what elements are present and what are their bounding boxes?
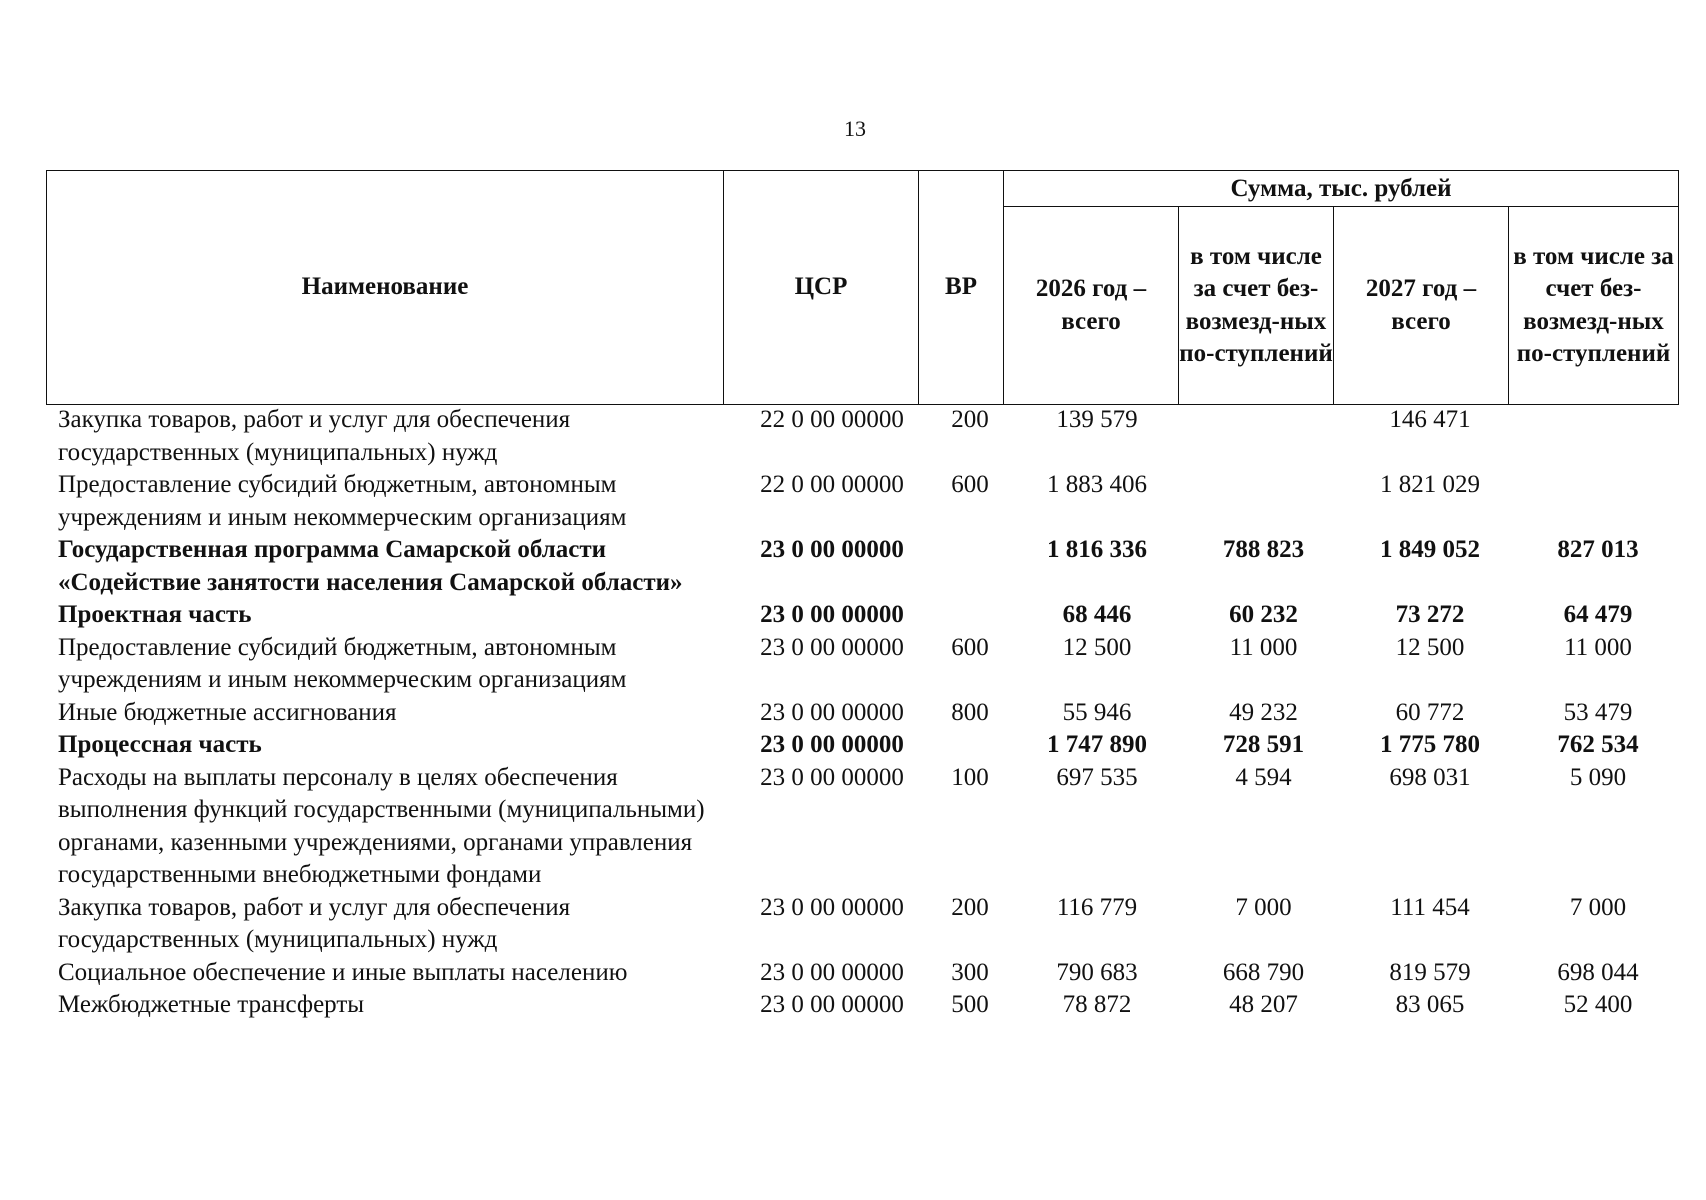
row-2026-free: 49 232 [1229,698,1298,726]
row-name: Предоставление субсидий бюджетным, автономным учреждениям и иным некоммерческим организациям [58,471,627,531]
row-vr [931,599,1009,632]
row-2027-total: 698 031 [1389,763,1471,791]
row-vr: 200 [951,406,989,433]
header-name: Наименование [47,171,724,405]
row-csr: 23 0 00 00000 [760,991,904,1018]
table-row [46,632,1678,697]
table-row [46,697,1678,730]
row-2026-total: 12 500 [1062,633,1132,661]
table-row [46,957,1678,990]
row-2027-free: 53 479 [1563,698,1633,726]
row-vr [931,729,1009,762]
row-name: Межбюджетные трансферты [58,991,365,1018]
row-csr: 23 0 00 00000 [760,698,904,726]
row-2026-free [1185,404,1342,469]
row-name: Предоставление субсидий бюджетным, автономным учреждениям и иным некоммерческим организациям [58,633,627,693]
table-row [46,729,1678,762]
row-name: Закупка товаров, работ и услуг для обеспечения государственных (муниципальных) нужд [58,893,571,953]
table-row [46,534,1678,599]
row-2026-free: 7 000 [1235,893,1292,921]
row-2027-total: 146 471 [1389,406,1471,433]
row-csr: 22 0 00 00000 [760,471,904,498]
row-2027-total: 1 849 052 [1380,536,1480,563]
header-vr: ВР [919,171,1004,405]
table-row [46,599,1678,632]
row-csr: 23 0 00 00000 [760,763,904,791]
row-2026-total: 1 883 406 [1047,471,1147,498]
row-2027-free: 827 013 [1557,536,1639,563]
table-row [46,762,1678,892]
row-2027-free: 64 479 [1563,601,1633,628]
row-2026-total: 697 535 [1056,763,1138,791]
row-2026-total: 116 779 [1056,893,1138,921]
row-vr: 200 [951,893,989,921]
row-name: Расходы на выплаты персоналу в целях обеспечения выполнения функций государственными (муниципальными) органами, казенными учреждениями, органами управления государственными внебюджетными фондами [58,763,705,888]
row-csr: 23 0 00 00000 [760,633,904,661]
table-row [46,892,1678,957]
row-name: Государственная программа Самарской области «Содействие занятости населения Самарской области» [58,536,683,596]
row-2026-free: 60 232 [1229,601,1298,628]
header-csr: ЦСР [724,171,919,405]
row-2027-total: 819 579 [1389,958,1471,986]
header-2026-total: 2026 год – всего [1004,207,1179,405]
row-csr: 23 0 00 00000 [760,601,904,628]
row-csr: 23 0 00 00000 [760,958,904,986]
row-2026-total: 78 872 [1062,991,1132,1018]
row-vr: 300 [951,958,989,986]
row-vr: 800 [951,698,989,726]
header-sum-title: Сумма, тыс. рублей [1004,171,1679,207]
row-2026-total: 790 683 [1056,958,1138,986]
row-2027-total: 1 821 029 [1380,471,1480,498]
row-2026-free: 48 207 [1229,991,1298,1018]
row-2027-free: 52 400 [1563,991,1633,1018]
row-csr: 23 0 00 00000 [760,893,904,921]
row-2027-free [1518,404,1678,469]
row-2026-total: 139 579 [1056,406,1138,433]
row-2027-free: 5 090 [1569,763,1627,791]
row-2027-free: 698 044 [1557,958,1639,986]
row-2026-free: 4 594 [1235,763,1292,791]
row-csr: 23 0 00 00000 [760,536,904,563]
row-vr: 100 [951,763,989,791]
row-2026-total: 1 816 336 [1047,536,1147,563]
row-2027-total: 12 500 [1395,633,1465,661]
header-2026-free: в том числе за счет без-возмезд-ных по-ступлений [1179,207,1334,405]
row-2027-total: 111 454 [1390,893,1470,921]
row-name: Закупка товаров, работ и услуг для обеспечения государственных (муниципальных) нужд [58,406,571,466]
row-2027-free: 762 534 [1557,731,1639,758]
row-vr [931,534,1009,599]
row-csr: 23 0 00 00000 [760,731,904,758]
row-2026-free: 11 000 [1229,633,1298,661]
row-name: Процессная часть [58,731,262,758]
page-number: 13 [844,116,866,141]
row-2027-total: 83 065 [1395,991,1465,1018]
row-2027-free [1518,469,1678,534]
row-name: Социальное обеспечение и иные выплаты населению [58,958,628,986]
row-vr: 600 [951,471,989,498]
row-name: Иные бюджетные ассигнования [58,698,397,726]
row-2026-free: 788 823 [1222,536,1305,563]
row-2026-free: 728 591 [1222,731,1305,758]
table-body [46,404,1678,1022]
row-2026-free [1185,469,1342,534]
row-2026-total: 68 446 [1062,601,1132,628]
table-header [46,170,1679,405]
row-name: Проектная часть [58,601,252,628]
row-2027-total: 60 772 [1395,698,1465,726]
row-2026-total: 55 946 [1062,698,1132,726]
row-2026-total: 1 747 890 [1047,731,1147,758]
row-2027-free: 11 000 [1564,633,1632,661]
header-2027-total: 2027 год – всего [1334,207,1509,405]
row-vr: 600 [951,633,989,661]
header-2027-free: в том числе за счет без-возмезд-ных по-ступлений [1509,207,1679,405]
row-2027-total: 1 775 780 [1380,731,1480,758]
table-row [46,404,1678,469]
table-row [46,989,1678,1022]
row-vr: 500 [951,991,989,1018]
row-2026-free: 668 790 [1222,958,1305,986]
row-2027-free: 7 000 [1569,893,1627,921]
row-2027-total: 73 272 [1395,601,1465,628]
row-csr: 22 0 00 00000 [760,406,904,433]
table-row [46,469,1678,534]
